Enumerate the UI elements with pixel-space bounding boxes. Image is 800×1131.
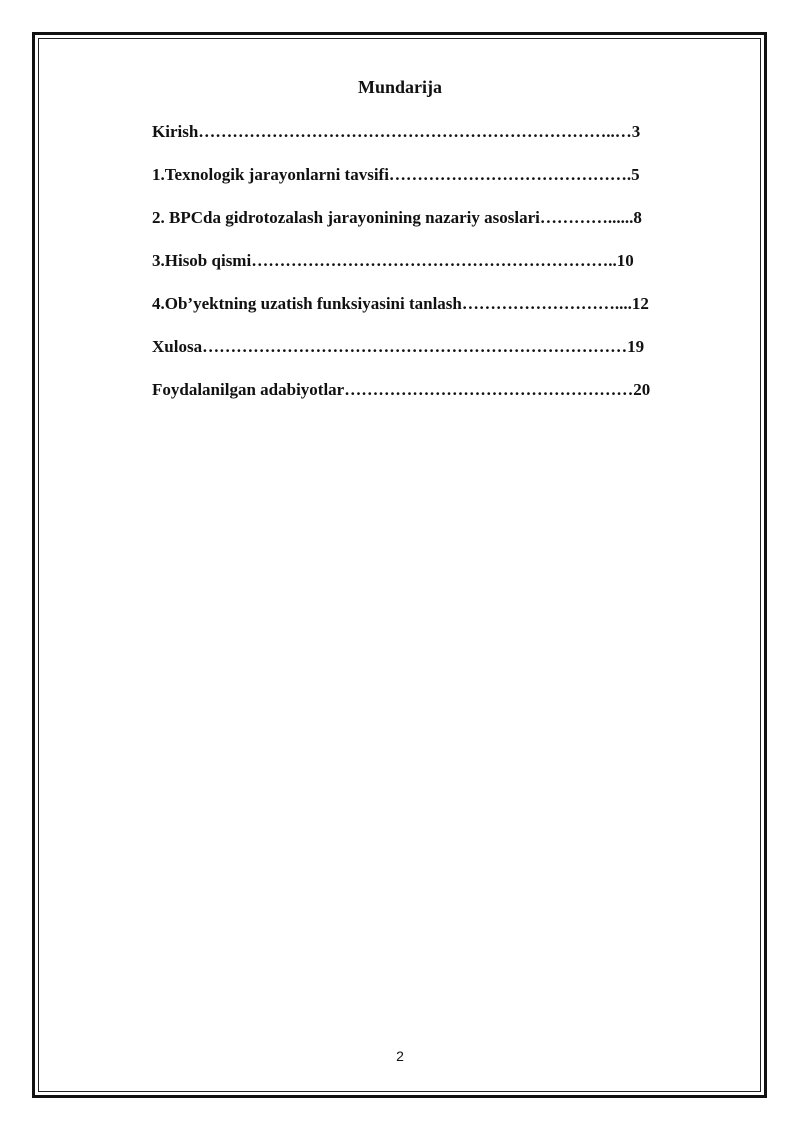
toc-entry-label: Xulosa — [152, 337, 203, 356]
toc-entry — [152, 379, 650, 401]
toc-entry-leader: …………………………………………… — [344, 380, 634, 399]
toc-entry-page: 19 — [627, 337, 645, 356]
toc-entry-page: 12 — [631, 294, 649, 313]
toc-entry-page: 20 — [633, 380, 651, 399]
toc-entry-label: 4.Ob’yektning uzatish funksiyasini tanlash — [152, 294, 462, 313]
toc-entry-leader: ……………………………………………………….. — [251, 251, 617, 270]
toc-entry — [152, 250, 634, 272]
toc-entry-leader: ………………………………………………………………… — [202, 337, 628, 356]
toc-entry-page: 5 — [631, 165, 640, 184]
page-border-inner — [38, 38, 761, 1092]
toc-entry-label: Foydalanilgan adabiyotlar — [152, 380, 345, 399]
toc-entry-leader: …………...... — [539, 208, 634, 227]
toc-entry-label: 1.Texnologik jarayonlarni tavsifi — [152, 165, 389, 184]
toc-entry-label: Kirish — [152, 122, 199, 141]
toc-entry-leader: ……………………………………. — [388, 165, 632, 184]
toc-entry-page: 10 — [616, 251, 634, 270]
toc-entry — [152, 164, 640, 186]
toc-entry-leader: ……………………….... — [461, 294, 632, 313]
page-number: 2 — [396, 1048, 404, 1064]
toc-entry-label: 2. BPCda gidrotozalash jarayonining nazariy asoslari — [152, 208, 540, 227]
toc-entry-page: 3 — [631, 122, 641, 141]
toc-entry-page: 8 — [633, 208, 642, 227]
toc-title: Mundarija — [357, 77, 442, 97]
toc-entry — [152, 336, 644, 358]
toc-entry — [152, 121, 640, 143]
toc-entry-label: 3.Hisob qismi — [152, 251, 252, 270]
toc-entry — [152, 293, 649, 315]
toc-entry-leader: ………………………………………………………………..… — [198, 122, 632, 141]
toc-entry — [152, 207, 642, 229]
